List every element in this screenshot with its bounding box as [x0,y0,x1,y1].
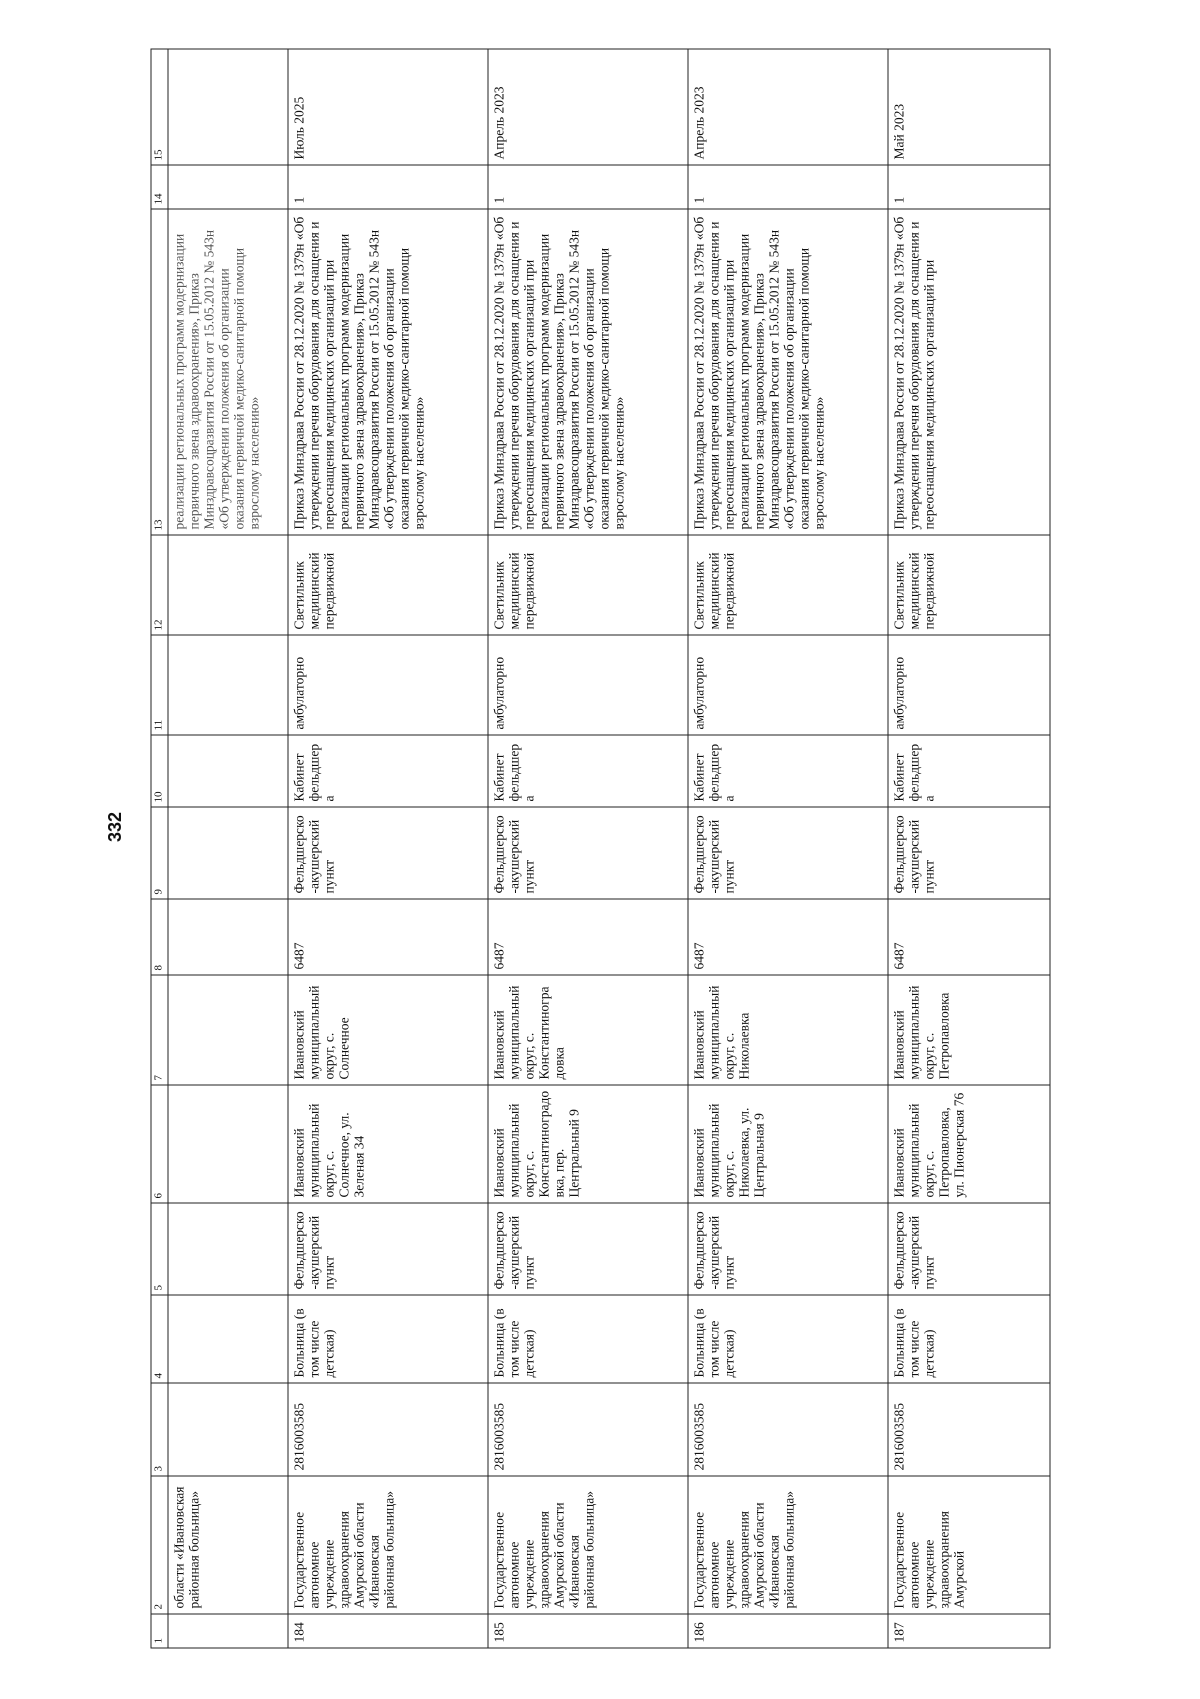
column-number-row [151,49,168,1648]
column-number: 15 [151,49,168,165]
column-number: 4 [151,1295,168,1383]
table-row [888,49,1050,1648]
population-cell: 6487 [488,899,688,975]
care-cell: амбулаторно [688,635,888,735]
equipment-cell: Светильник медицинский передвижной [888,535,1050,635]
room-cell: Кабинет фельдшера [288,735,488,807]
column-number: 2 [151,1476,168,1614]
column-number: 12 [151,535,168,635]
care-cell: амбулаторно [888,635,1050,735]
date-cell [168,49,288,165]
room-cell [168,735,288,807]
room-cell: Кабинет фельдшера [688,735,888,807]
address-cell: Ивановский муниципальный округ, с. Солнечное, ул. Зеленая 34 [288,1085,488,1203]
quantity-cell: 1 [888,165,1050,209]
row-number: 186 [688,1614,888,1648]
room-cell: Кабинет фельдшера [488,735,688,807]
rotated-table-sheet [150,50,1050,1649]
profile-cell [168,1295,288,1383]
settlement-cell: Ивановский муниципальный округ, с. Константиноградовка [488,975,688,1085]
column-number: 9 [151,807,168,899]
column-number: 6 [151,1085,168,1203]
type-cell: Фельдшерско-акушерский пункт [488,807,688,899]
inn-cell [168,1383,288,1476]
row-number [168,1614,288,1648]
equipment-cell: Светильник медицинский передвижной [488,535,688,635]
inn-cell: 2816003585 [488,1383,688,1476]
address-cell [168,1085,288,1203]
page-number: 332 [105,811,125,843]
date-cell: Апрель 2023 [488,49,688,165]
equipment-cell: Светильник медицинский передвижной [688,535,888,635]
equipment-cell: Светильник медицинский передвижной [288,535,488,635]
row-number: 185 [488,1614,688,1648]
order-cell: Приказ Минздрава России от 28.12.2020 № 1379н «Об утверждении перечня оборудования для оснащения и переоснащения медицинских организаций при [888,209,1050,535]
unit-cell: Фельдшерско-акушерский пункт [688,1203,888,1295]
unit-cell: Фельдшерско-акушерский пункт [288,1203,488,1295]
column-number: 5 [151,1203,168,1295]
type-cell: Фельдшерско-акушерский пункт [688,807,888,899]
date-cell: Июль 2025 [288,49,488,165]
organization-cell: области «Ивановская районная больница» [168,1476,288,1614]
room-cell: Кабинет фельдшера [888,735,1050,807]
address-cell: Ивановский муниципальный округ, с. Петропавловка, ул. Пионерская 76 [888,1085,1050,1203]
type-cell: Фельдшерско-акушерский пункт [888,807,1050,899]
organization-cell: Государственное автономное учреждение здравоохранения Амурской области «Ивановская районная больница» [488,1476,688,1614]
order-cell: Приказ Минздрава России от 28.12.2020 № 1379н «Об утверждении перечня оборудования для оснащения и переоснащения медицинских организаций при реализации региональных программ модернизации первичного звена здравоохранения», Приказ Минздравсоцразвития России от 15.05.2012 № 543н «Об утверждении положения об организации оказания первичной медико-санитарной помощи взрослому населению» [688,209,888,535]
settlement-cell: Ивановский муниципальный округ, с. Солнечное [288,975,488,1085]
organization-cell: Государственное автономное учреждение здравоохранения Амурской области «Ивановская районная больница» [288,1476,488,1614]
population-cell: 6487 [688,899,888,975]
row-number: 187 [888,1614,1050,1648]
type-cell [168,807,288,899]
population-cell: 6487 [288,899,488,975]
column-number: 13 [151,209,168,535]
order-cell: Приказ Минздрава России от 28.12.2020 № 1379н «Об утверждении перечня оборудования для оснащения и переоснащения медицинских организаций при реализации региональных программ модернизации первичного звена здравоохранения», Приказ Минздравсоцразвития России от 15.05.2012 № 543н «Об утверждении положения об организации оказания первичной медико-санитарной помощи взрослому населению» [288,209,488,535]
organization-cell: Государственное автономное учреждение здравоохранения Амурской [888,1476,1050,1614]
unit-cell: Фельдшерско-акушерский пункт [488,1203,688,1295]
table-row [488,49,688,1648]
address-cell: Ивановский муниципальный округ, с. Николаевка, ул. Центральная 9 [688,1085,888,1203]
table-row [688,49,888,1648]
care-cell [168,635,288,735]
settlement-cell: Ивановский муниципальный округ, с. Петропавловка [888,975,1050,1085]
date-cell: Апрель 2023 [688,49,888,165]
quantity-cell: 1 [688,165,888,209]
table-row [168,49,288,1648]
unit-cell [168,1203,288,1295]
column-number: 14 [151,165,168,209]
population-cell [168,899,288,975]
type-cell: Фельдшерско-акушерский пункт [288,807,488,899]
column-number: 7 [151,975,168,1085]
quantity-cell: 1 [488,165,688,209]
inn-cell: 2816003585 [888,1383,1050,1476]
column-number: 3 [151,1383,168,1476]
order-cell: реализации региональных программ модернизации первичного звена здравоохранения», Приказ Минздравсоцразвития России от 15.05.2012 № 543н «Об утверждении положения об организации оказания первичной медико-санитарной помощи взрослому населению» [168,209,288,535]
column-number: 8 [151,899,168,975]
unit-cell: Фельдшерско-акушерский пункт [888,1203,1050,1295]
settlement-cell [168,975,288,1085]
quantity-cell: 1 [288,165,488,209]
inn-cell: 2816003585 [688,1383,888,1476]
column-number: 11 [151,635,168,735]
quantity-cell [168,165,288,209]
column-number: 10 [151,735,168,807]
row-number: 184 [288,1614,488,1648]
column-number: 1 [151,1614,168,1648]
profile-cell: Больница (в том числе детская) [688,1295,888,1383]
inn-cell: 2816003585 [288,1383,488,1476]
profile-cell: Больница (в том числе детская) [288,1295,488,1383]
profile-cell: Больница (в том числе детская) [488,1295,688,1383]
care-cell: амбулаторно [488,635,688,735]
organization-cell: Государственное автономное учреждение здравоохранения Амурской области «Ивановская районная больница» [688,1476,888,1614]
settlement-cell: Ивановский муниципальный округ, с. Николаевка [688,975,888,1085]
table-row [288,49,488,1648]
profile-cell: Больница (в том числе детская) [888,1295,1050,1383]
care-cell: амбулаторно [288,635,488,735]
order-cell: Приказ Минздрава России от 28.12.2020 № 1379н «Об утверждении перечня оборудования для оснащения и переоснащения медицинских организаций при реализации региональных программ модернизации первичного звена здравоохранения», Приказ Минздравсоцразвития России от 15.05.2012 № 543н «Об утверждении положения об организации оказания первичной медико-санитарной помощи взрослому населению» [488,209,688,535]
address-cell: Ивановский муниципальный округ, с. Константиноградовка, пер. Центральный 9 [488,1085,688,1203]
equipment-register-table [150,49,1050,1649]
equipment-cell [168,535,288,635]
date-cell: Май 2023 [888,49,1050,165]
population-cell: 6487 [888,899,1050,975]
